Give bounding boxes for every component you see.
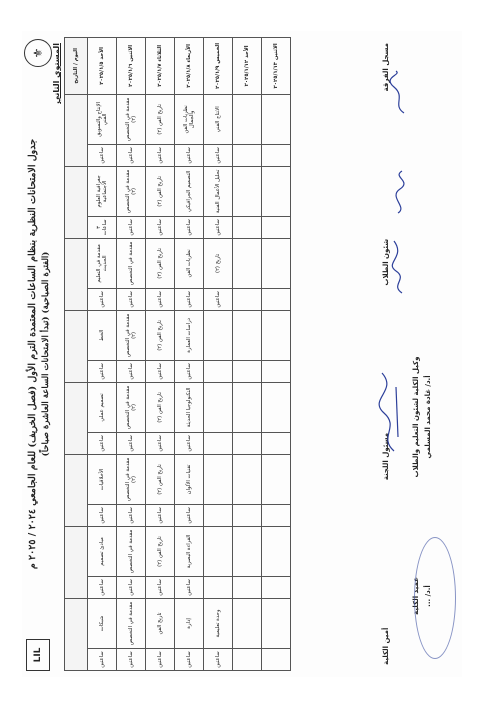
header-col bbox=[65, 526, 88, 598]
vice-dean-name: أ.د/ غادة محمد المسلمي bbox=[424, 375, 432, 459]
duration-cell: ساعتين bbox=[117, 433, 146, 455]
day-cell: الخميس ٢٠٢٥/١/٩ bbox=[204, 38, 233, 95]
duration-cell: ساعتين bbox=[88, 577, 117, 599]
duration-cell: ساعتين bbox=[175, 433, 204, 455]
duration-cell: ساعتين bbox=[204, 216, 233, 238]
subject-cell: الانتاج الفني bbox=[204, 94, 233, 144]
vice-dean-title: وكيل الكلية لشئون التعليم والطلاب bbox=[412, 356, 420, 478]
duration-cell bbox=[233, 577, 262, 599]
duration-cell: ساعتين bbox=[146, 288, 175, 310]
header-col bbox=[65, 598, 88, 670]
duration-cell: ساعتين bbox=[88, 649, 117, 671]
subject-cell: تحليل الأعمال الفنية bbox=[204, 166, 233, 216]
subject-cell bbox=[262, 94, 291, 144]
duration-cell: ساعتين bbox=[204, 288, 233, 310]
subject-cell: تصميم عملي bbox=[88, 382, 117, 432]
signature-scribble bbox=[374, 367, 404, 457]
duration-cell bbox=[233, 216, 262, 238]
subject-cell bbox=[262, 166, 291, 216]
day-cell: الثلاثاء ٢٠٢٥/١/٧ bbox=[146, 38, 175, 95]
page-title: جدول الامتحانات النظرية بنظام الساعات المعتمدة الترم الأول (فصل الخريف) للعام الجامعي ٢٠٢٤ / ٢٠٢٥ م bbox=[27, 138, 38, 570]
duration-cell: ساعتين bbox=[117, 288, 146, 310]
dean-title: عميد الكلية bbox=[412, 577, 420, 615]
schedule-table bbox=[64, 37, 291, 671]
subject-cell bbox=[262, 454, 291, 504]
role-secretary: أمين الكلية bbox=[382, 627, 390, 665]
duration-cell: ساعتين bbox=[175, 144, 204, 166]
table-header-row bbox=[65, 38, 88, 671]
subject-cell bbox=[262, 382, 291, 432]
table-row bbox=[175, 38, 204, 671]
subject-cell: مقدمة في التخصص (٢) bbox=[117, 454, 146, 504]
table-row bbox=[204, 38, 233, 671]
duration-cell: ساعتين bbox=[88, 361, 117, 383]
subject-cell: مقدمة في التخصص (٢) bbox=[117, 166, 146, 216]
duration-cell: ساعتين bbox=[146, 144, 175, 166]
duration-cell bbox=[262, 288, 291, 310]
duration-cell: ساعتين bbox=[117, 577, 146, 599]
table-row bbox=[262, 38, 291, 671]
duration-cell: ساعتين bbox=[175, 505, 204, 527]
subject-cell bbox=[233, 166, 262, 216]
subject-cell bbox=[233, 94, 262, 144]
signature-roles bbox=[382, 37, 412, 671]
subject-cell: تاريخ الفن (٢) bbox=[146, 382, 175, 432]
subject-cell: نظريات الفن bbox=[175, 238, 204, 288]
duration-cell: ساعتين bbox=[175, 288, 204, 310]
subject-cell bbox=[262, 526, 291, 576]
duration-cell bbox=[262, 649, 291, 671]
duration-cell: ٣ ساعات bbox=[88, 216, 117, 238]
subject-cell: مقدمة في التخصص bbox=[117, 238, 146, 288]
subject-cell: نظريات الفن والجمال bbox=[175, 94, 204, 144]
subject-cell: الإنتاج والتسويق الفني bbox=[88, 94, 117, 144]
duration-cell: ساعتين bbox=[146, 505, 175, 527]
table-row bbox=[146, 38, 175, 671]
subject-cell: التصميم الجرافيكي bbox=[175, 166, 204, 216]
duration-cell bbox=[233, 649, 262, 671]
subject-cell: تقنيات الألوان bbox=[175, 454, 204, 504]
day-cell: الأربعاء ٢٠٢٥/١/٨ bbox=[175, 38, 204, 95]
duration-cell: ساعتين bbox=[175, 577, 204, 599]
duration-cell: ساعتين bbox=[204, 144, 233, 166]
subject-cell bbox=[233, 526, 262, 576]
table-row bbox=[117, 38, 146, 671]
duration-cell: ساعتين bbox=[146, 649, 175, 671]
duration-cell: ساعتين bbox=[88, 144, 117, 166]
duration-cell: ساعتين bbox=[88, 505, 117, 527]
subject-cell: وحدة تعليمية bbox=[204, 598, 233, 648]
duration-cell: ساعتين bbox=[175, 649, 204, 671]
header-col bbox=[65, 238, 88, 310]
subject-cell: شبكات bbox=[88, 598, 117, 648]
header-col bbox=[65, 94, 88, 166]
subject-cell bbox=[233, 238, 262, 288]
duration-cell: ساعتين bbox=[146, 216, 175, 238]
duration-cell bbox=[233, 433, 262, 455]
day-cell: الأحد ٢٠٢٥/١/٥ bbox=[88, 38, 117, 95]
duration-cell bbox=[204, 505, 233, 527]
vice-dean-block bbox=[410, 317, 434, 517]
subject-cell: مقدمة في التعليم الحديث bbox=[88, 238, 117, 288]
duration-cell bbox=[262, 216, 291, 238]
duration-cell bbox=[204, 433, 233, 455]
subject-cell: تاريخ الفن (٢) bbox=[146, 310, 175, 360]
duration-cell bbox=[233, 144, 262, 166]
subject-cell bbox=[204, 454, 233, 504]
table-row bbox=[88, 38, 117, 671]
subject-cell bbox=[204, 526, 233, 576]
subject-cell bbox=[233, 310, 262, 360]
table-row bbox=[233, 38, 262, 671]
duration-cell: ساعتين bbox=[117, 505, 146, 527]
duration-cell: ساعتين bbox=[204, 649, 233, 671]
duration-cell: ساعتين bbox=[88, 288, 117, 310]
duration-cell: ساعتين bbox=[175, 216, 204, 238]
subject-cell: جغرافية العلوم الاجتماعية bbox=[88, 166, 117, 216]
signature-scribble bbox=[388, 67, 410, 117]
duration-cell bbox=[204, 361, 233, 383]
signature-scribble bbox=[388, 167, 410, 217]
subject-cell: تاريخ الفن bbox=[146, 598, 175, 648]
subject-cell: مقدمة في التخصص bbox=[117, 598, 146, 648]
duration-cell: ساعتين bbox=[175, 361, 204, 383]
subject-cell: مقدمة في التخصص (٢) bbox=[117, 310, 146, 360]
duration-cell bbox=[233, 505, 262, 527]
header-col bbox=[65, 454, 88, 526]
subject-cell: مقدمة في التخصص (٢) bbox=[117, 382, 146, 432]
duration-cell: ساعتين bbox=[146, 361, 175, 383]
faculty-crest-icon: ⚜ bbox=[24, 39, 52, 67]
role-registrar: مسجل الفرقة bbox=[382, 43, 390, 92]
duration-cell bbox=[233, 288, 262, 310]
subject-cell bbox=[204, 382, 233, 432]
duration-cell: ساعتين bbox=[88, 433, 117, 455]
subject-cell: تاريخ الفن (٢) bbox=[146, 526, 175, 576]
header-col bbox=[65, 310, 88, 382]
subject-cell: دراسات العمارة bbox=[175, 310, 204, 360]
signature-scribble bbox=[388, 237, 410, 297]
duration-cell: ساعتين bbox=[146, 577, 175, 599]
subject-cell bbox=[262, 598, 291, 648]
duration-cell bbox=[262, 144, 291, 166]
level-label: المستوى الثاني bbox=[52, 43, 61, 104]
duration-cell: ساعتين bbox=[117, 216, 146, 238]
role-committee: مسئول اللجنة bbox=[382, 432, 390, 481]
subject-cell bbox=[233, 454, 262, 504]
day-cell: الاثنين ٢٠٢٥/١/٦ bbox=[117, 38, 146, 95]
exam-schedule-sheet bbox=[22, 31, 462, 677]
university-logo: LIL bbox=[26, 639, 50, 671]
role-student-affairs: شئون الطلاب bbox=[382, 238, 390, 286]
subject-cell: تاريخ الفن (٢) bbox=[146, 94, 175, 144]
subject-cell: مقدمة في التخصص bbox=[117, 526, 146, 576]
subject-cell bbox=[262, 310, 291, 360]
duration-cell bbox=[204, 577, 233, 599]
duration-cell: ساعتين bbox=[117, 361, 146, 383]
duration-cell: ساعتين bbox=[146, 433, 175, 455]
official-stamp bbox=[414, 537, 456, 659]
page-subtitle: (الفترة الصباحية) (تبدأ الامتحانات الساعة العاشرة صباحاً) bbox=[41, 251, 51, 457]
dean-name: أ.د/ ... bbox=[424, 585, 432, 607]
duration-cell bbox=[262, 361, 291, 383]
subject-cell: تاريخ الفن (٢) bbox=[146, 238, 175, 288]
header-day: اليوم / التاريخ bbox=[65, 38, 88, 95]
subject-cell bbox=[233, 382, 262, 432]
duration-cell: ساعتين bbox=[117, 649, 146, 671]
subject-cell: مبادئ تصميم bbox=[88, 526, 117, 576]
subject-cell: إدارة bbox=[175, 598, 204, 648]
duration-cell bbox=[233, 361, 262, 383]
subject-cell: تاريخ (٢) bbox=[204, 238, 233, 288]
subject-cell: الخط bbox=[88, 310, 117, 360]
subject-cell: تاريخ الفن (٢) bbox=[146, 166, 175, 216]
duration-cell bbox=[262, 577, 291, 599]
subject-cell: القراءة البصرية bbox=[175, 526, 204, 576]
subject-cell bbox=[233, 598, 262, 648]
duration-cell bbox=[262, 433, 291, 455]
subject-cell bbox=[204, 310, 233, 360]
subject-cell: مقدمة في التخصص (٢) bbox=[117, 94, 146, 144]
day-cell: الأحد ٢٠٢٥/١/١٢ bbox=[233, 38, 262, 95]
subject-cell: تاريخ الفن (٢) bbox=[146, 454, 175, 504]
day-cell: الاثنين ٢٠٢٥/١/١٣ bbox=[262, 38, 291, 95]
duration-cell bbox=[262, 505, 291, 527]
duration-cell: ساعتين bbox=[117, 144, 146, 166]
subject-cell: التكنولوجيا الحديثة bbox=[175, 382, 204, 432]
subject-cell bbox=[262, 238, 291, 288]
header-col bbox=[65, 382, 88, 454]
subject-cell: الأخلاقيات bbox=[88, 454, 117, 504]
header-col bbox=[65, 166, 88, 238]
